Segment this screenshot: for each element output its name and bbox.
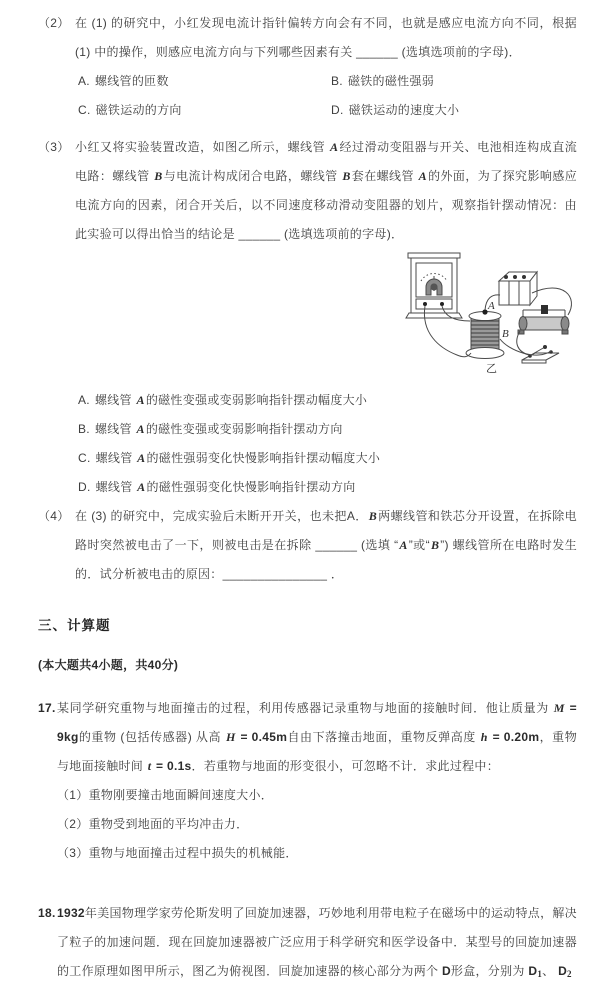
question-17-text: 某同学研究重物与地面撞击的过程，利用传感器记录重物与地面的接触时间．他让质量为 M = 9kg的重物 (包括传感器) 从高 H = 0.45m自由下落撞击地面，重物反弹高度 h = 0.20m，重物与地面接触时间 t = 0.1s．若重物与地面的形变很小，可忽略不计．求此过程中： — [57, 701, 578, 773]
question-18 — [38, 899, 577, 989]
option-d: D. 磁铁运动的速度大小 — [331, 103, 460, 117]
option-b: B. 螺线管 A的磁性变强或变弱影响指针摆动方向 — [78, 422, 343, 436]
question-17 — [38, 694, 577, 868]
question-17-number: 17. — [38, 701, 56, 715]
option-b: B. 磁铁的磁性强弱 — [331, 74, 435, 88]
galvanometer-icon — [406, 253, 462, 318]
question-4-text: 在 (3) 的研究中，完成实验后未断开开关，也未把A．B两螺线管和铁芯分开设置，在拆除电路时突然被电击了一下，则被电击是在拆除 ______ (选填 “A”或“B”) 螺线管所在电路时发生的．试分析被电击的原因：_______________ ． — [75, 509, 577, 581]
section-note: (本大题共4小题，共40分) — [38, 658, 179, 672]
question-2-text: 在 (1) 的研究中，小红发现电流计指针偏转方向会有不同，也就是感应电流方向不同，根据 (1) 中的操作，则感应电流方向与下列哪些因素有关 ______ (选填选项前的字母)． — [75, 16, 577, 59]
question-17-part-1: （1）重物刚要撞击地面瞬间速度大小． — [57, 788, 274, 802]
question-17-part-3: （3）重物与地面撞击过程中损失的机械能． — [57, 846, 298, 860]
option-a: A. 螺线管 A的磁性变强或变弱影响指针摆动幅度大小 — [78, 393, 368, 407]
section-title: 三、计算题 — [38, 618, 111, 633]
coil-label-a: A — [488, 300, 496, 312]
question-18-text: 1932年美国物理学家劳伦斯发明了回旋加速器，巧妙地利用带电粒子在磁场中的运动特点，解决了粒子的加速问题．现在回旋加速器被广泛应用于科学研究和医学设备中．某型号的回旋加速器的工作原理如图甲所示，图乙为俯视图．回旋加速器的核心部分为两个 D形盒，分别为 D1、 D2 — [57, 906, 577, 979]
question-17-part-2: （2）重物受到地面的平均冲击力． — [57, 817, 249, 831]
solenoid-coil-icon — [466, 309, 504, 358]
question-18-number: 18. — [38, 906, 56, 920]
rheostat-icon — [518, 305, 569, 334]
question-2-options — [75, 67, 577, 125]
question-2-number: （2） — [38, 16, 70, 30]
coil-label-b: B — [502, 328, 510, 340]
circuit-diagram — [387, 251, 599, 375]
question-4-number: （4） — [38, 509, 70, 523]
option-c: C. 螺线管 A的磁性强弱变化快慢影响指针摆动幅度大小 — [78, 451, 381, 465]
question-2 — [38, 9, 577, 125]
question-3-body — [75, 133, 577, 502]
question-3-number: （3） — [38, 140, 70, 154]
question-3 — [38, 133, 577, 502]
question-2-body — [75, 9, 577, 125]
circuit-figure — [387, 251, 599, 386]
question-18-body — [57, 899, 577, 989]
option-d: D. 螺线管 A的磁性强弱变化快慢影响指针摆动方向 — [78, 480, 356, 494]
battery-icon — [499, 272, 537, 305]
question-3-options — [75, 386, 577, 502]
question-3-text: 小红又将实验装置改造，如图乙所示，螺线管 A经过滑动变阻器与开关、电池相连构成直流电路：螺线管 B与电流计构成闭合电路，螺线管 B套在螺线管 A的外面，为了探究影响感应电流方向的因素，闭合开关后，以不同速度移动滑动变阻器的划片，观察指针摆动情况：由此实验可以得出恰当的结论是 ______ (选填选项前的字母)． — [75, 140, 578, 241]
figure-caption: 乙 — [486, 363, 498, 375]
question-4-body — [75, 502, 577, 589]
option-a: A. 螺线管的匝数 — [78, 74, 169, 88]
option-c: C. 磁铁运动的方向 — [78, 103, 182, 117]
question-4 — [38, 502, 577, 589]
question-17-body — [57, 694, 577, 868]
